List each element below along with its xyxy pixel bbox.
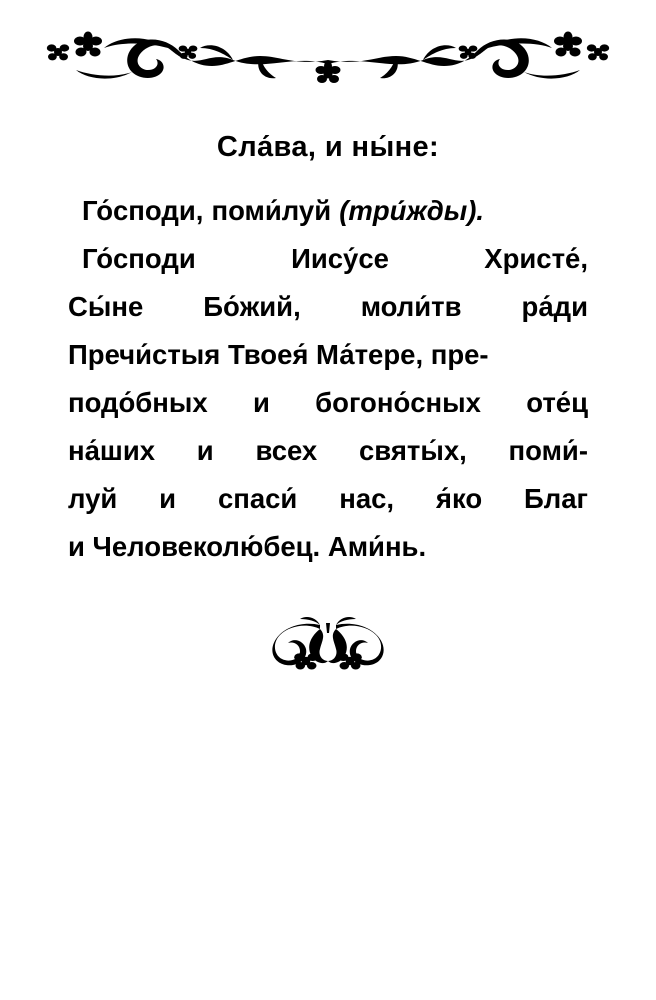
trisagion-text: Го́споди, поми́луй xyxy=(82,194,340,226)
prayer-word: подо́бных xyxy=(68,386,208,418)
prayer-word: и Человеколю́бец. Ами́нь. xyxy=(68,530,427,562)
prayer-word: моли́тв xyxy=(360,290,462,322)
prayer-word: спаси́ xyxy=(217,482,298,514)
prayer-line xyxy=(68,523,588,571)
prayer-line xyxy=(68,427,588,475)
prayer-word: и xyxy=(196,434,214,466)
prayer-word: и xyxy=(159,482,177,514)
prayer-line xyxy=(82,235,588,283)
prayer-word: Благ xyxy=(524,482,588,514)
prayer-line xyxy=(68,331,588,379)
prayer-word: ра́ди xyxy=(521,290,588,322)
prayer-word: Христе́, xyxy=(484,242,588,274)
prayer-word: на́ших xyxy=(68,434,156,466)
prayer-word: святы́х, xyxy=(358,434,467,466)
prayer-word: Сы́не xyxy=(68,290,144,322)
prayer-word: поми́- xyxy=(508,434,588,466)
floral-divider-ornament xyxy=(0,28,656,92)
trisagion-rubric: (три́жды). xyxy=(339,194,484,226)
prayer-word: всех xyxy=(255,434,318,466)
prayer-body xyxy=(68,235,588,571)
trisagion-line xyxy=(68,187,588,235)
prayer-word: луй xyxy=(68,482,118,514)
prayer-line xyxy=(68,283,588,331)
prayer-word: нас, xyxy=(339,482,395,514)
floral-flourish-ornament xyxy=(0,612,656,682)
prayer-line xyxy=(68,379,588,427)
prayer-word: оте́ц xyxy=(526,386,588,418)
prayer-content xyxy=(68,130,588,571)
prayer-word: Пречи́стыя Твоея́ Ма́тере, пре- xyxy=(68,338,489,370)
prayer-word: Иису́се xyxy=(291,242,389,274)
prayer-line xyxy=(68,475,588,523)
prayer-word: и xyxy=(252,386,270,418)
prayer-word: я́ко xyxy=(435,482,483,514)
page-title: Сла́ва, и ны́не: xyxy=(216,131,440,163)
prayer-word: богоно́сных xyxy=(315,386,481,418)
prayer-word: Бо́жий, xyxy=(203,290,301,322)
prayer-word: Го́споди xyxy=(82,242,196,274)
